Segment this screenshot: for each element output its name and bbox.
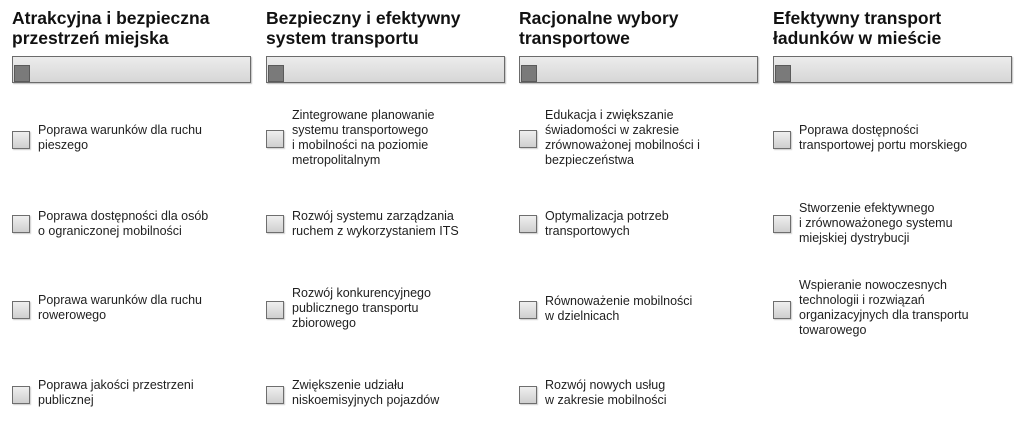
- item-label: Edukacja i zwiększanie świadomości w zakresie zrównoważonej mobilności i bezpieczeństwa: [545, 108, 700, 167]
- column-title: Bezpieczny i efektywny system transportu: [266, 8, 461, 48]
- item-label: Zwiększenie udziału niskoemisyjnych pojazdów: [292, 378, 440, 407]
- item-label: Stworzenie efektywnego i zrównoważonego systemu miejskiej dystrybucji: [799, 201, 953, 245]
- column-title: Atrakcyjna i bezpieczna przestrzeń miejska: [12, 8, 210, 48]
- checkbox[interactable]: [519, 386, 537, 404]
- checkbox[interactable]: [12, 301, 30, 319]
- bar-marker: [268, 65, 284, 82]
- checkbox[interactable]: [266, 386, 284, 404]
- checkbox[interactable]: [773, 131, 791, 149]
- column-efficient-freight-transport: [773, 0, 1013, 426]
- item-label: Optymalizacja potrzeb transportowych: [545, 209, 669, 238]
- column-header-bar: [12, 56, 251, 83]
- checkbox[interactable]: [12, 386, 30, 404]
- bar-marker: [14, 65, 30, 82]
- checkbox[interactable]: [519, 215, 537, 233]
- checkbox[interactable]: [773, 301, 791, 319]
- item-label: Poprawa warunków dla ruchu rowerowego: [38, 293, 202, 322]
- column-attractive-safe-space: [12, 0, 252, 426]
- column-safe-efficient-transport: [266, 0, 506, 426]
- item-label: Zintegrowane planowanie systemu transportowego i mobilności na poziomie metropolitalnym: [292, 108, 435, 167]
- item-label: Rozwój systemu zarządzania ruchem z wykorzystaniem ITS: [292, 209, 459, 238]
- item-label: Poprawa jakości przestrzeni publicznej: [38, 378, 194, 407]
- checkbox[interactable]: [519, 301, 537, 319]
- column-rational-transport-choices: [519, 0, 759, 426]
- column-header-bar: [266, 56, 505, 83]
- item-label: Rozwój nowych usług w zakresie mobilności: [545, 378, 667, 407]
- column-title: Racjonalne wybory transportowe: [519, 8, 679, 48]
- item-label: Poprawa dostępności dla osób o ograniczonej mobilności: [38, 209, 209, 238]
- bar-marker: [521, 65, 537, 82]
- checkbox[interactable]: [12, 215, 30, 233]
- bar-marker: [775, 65, 791, 82]
- item-label: Poprawa warunków dla ruchu pieszego: [38, 123, 202, 152]
- checkbox[interactable]: [266, 130, 284, 148]
- column-title: Efektywny transport ładunków w mieście: [773, 8, 942, 48]
- column-header-bar: [519, 56, 758, 83]
- item-label: Równoważenie mobilności w dzielnicach: [545, 294, 693, 323]
- item-label: Poprawa dostępności transportowej portu morskiego: [799, 123, 968, 152]
- checkbox[interactable]: [12, 131, 30, 149]
- item-label: Wspieranie nowoczesnych technologii i rozwiązań organizacyjnych dla transportu towarowego: [799, 278, 969, 337]
- checkbox[interactable]: [519, 130, 537, 148]
- checkbox[interactable]: [266, 301, 284, 319]
- checkbox[interactable]: [266, 215, 284, 233]
- item-label: Rozwój konkurencyjnego publicznego transportu zbiorowego: [292, 286, 431, 330]
- column-header-bar: [773, 56, 1012, 83]
- checkbox[interactable]: [773, 215, 791, 233]
